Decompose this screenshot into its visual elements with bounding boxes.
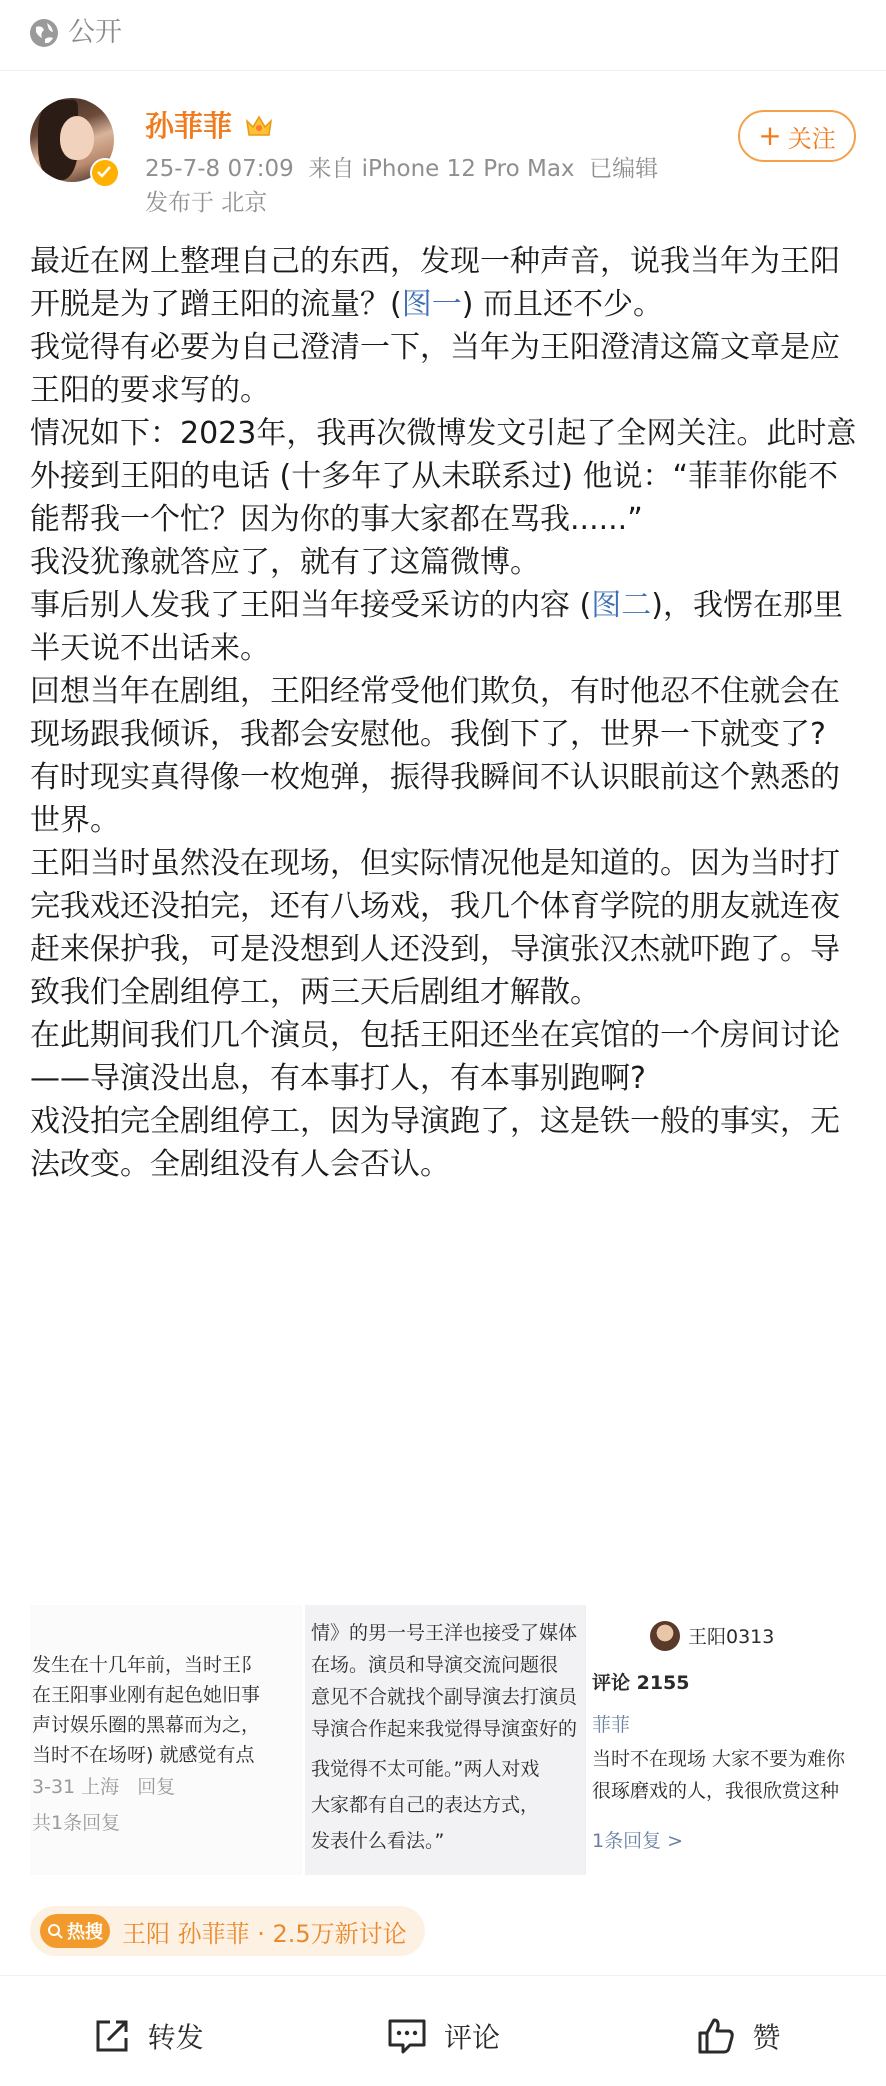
image-link-2[interactable]: 图二 — [591, 588, 652, 623]
visibility-label: 公开 — [68, 17, 122, 48]
post-paragraph: 我觉得有必要为自己澄清一下，当年为王阳澄清这篇文章是应王阳的要求写的。 — [30, 330, 840, 408]
attached-image-2[interactable]: 情》的男一号王洋也接受了媒体 在场。演员和导演交流问题很 意见不合就找个副导演去打演员 导演合作起来我觉得导演蛮好的 我觉得不太可能。”两人对戏 大家都有自己的表达方式， 发表什么看法。” — [305, 1605, 605, 1875]
search-icon — [47, 1923, 63, 1939]
follow-button[interactable] — [738, 110, 856, 162]
post-paragraph: 在此期间我们几个演员，包括王阳还坐在宾馆的一个房间讨论——导演没出息，有本事打人，有本事别跑啊? — [30, 1018, 840, 1096]
crown-icon — [244, 112, 274, 140]
hot-search-tag: 热搜 — [40, 1914, 110, 1948]
post-location: 发布于 北京 — [145, 190, 268, 216]
post-paragraph: 有时现实真得像一枚炮弹，振得我瞬间不认识眼前这个熟悉的世界。 — [30, 760, 840, 838]
author-name[interactable]: 孙菲菲 — [145, 109, 233, 143]
divider — [0, 1975, 886, 1976]
like-button[interactable]: 赞 — [591, 1986, 886, 2086]
post-paragraph: 最近在网上整理自己的东西，发现一种声音，说我当年为王阳开脱是为了蹭王阳的流量？(图一) 而且还不少。 — [30, 244, 840, 322]
edited-label[interactable]: 已编辑 — [589, 156, 659, 182]
follow-label: 关注 — [787, 124, 836, 153]
post-paragraph: 回想当年在剧组，王阳经常受他们欺负，有时他忍不住就会在现场跟我倾诉，我都会安慰他。我倒下了，世界一下就变了? — [30, 674, 840, 752]
avatar — [650, 1621, 680, 1651]
repost-button[interactable]: 转发 — [0, 1986, 295, 2086]
post-body — [30, 240, 860, 1186]
plus-icon: + — [758, 119, 782, 152]
image-link-1[interactable]: 图一 — [401, 287, 462, 322]
post-paragraph: 戏没拍完全剧组停工，因为导演跑了，这是铁一般的事实，无法改变。全剧组没有人会否认。 — [30, 1104, 840, 1182]
thumbs-up-icon — [696, 2016, 736, 2056]
post-paragraph: 情况如下：2023年，我再次微博发文引起了全网关注。此时意外接到王阳的电话 (十多年了从未联系过) 他说：“菲菲你能不能帮我一个忙？因为你的事大家都在骂我......” — [30, 416, 857, 537]
repost-icon — [92, 2016, 132, 2056]
divider — [0, 70, 886, 71]
action-bar — [0, 1986, 886, 2086]
hot-topic-text: 王阳 孙菲菲 · 2.5万新讨论 — [122, 1919, 407, 1948]
hot-topic-pill[interactable] — [30, 1906, 425, 1956]
comment-button[interactable]: 评论 — [295, 1986, 590, 2086]
attached-image-3[interactable]: 王阳0313 评论 2155 菲菲 当时不在现场 大家不要为难你 很琢磨戏的人，我很欣赏这种 1条回复 > — [585, 1605, 860, 1875]
globe-icon — [28, 17, 60, 49]
post-timestamp: 25-7-8 07:09 — [145, 156, 294, 182]
post-paragraph: 王阳当时虽然没在现场，但实际情况他是知道的。因为当时打完我戏还没拍完，还有八场戏，我几个体育学院的朋友就连夜赶来保护我，可是没想到人还没到，导演张汉杰就吓跑了。导致我们全剧组停工，两三天后剧组才解散。 — [30, 846, 840, 1010]
image-strip[interactable] — [30, 1605, 860, 1875]
post-source: 来自 iPhone 12 Pro Max — [308, 156, 575, 182]
post-paragraph: 事后别人发我了王阳当年接受采访的内容 (图二)，我愣在那里半天说不出话来。 — [30, 588, 843, 666]
attached-image-1[interactable]: 发生在十几年前，当时王阝 在王阳事业刚有起色她旧事 声讨娱乐圈的黑幕而为之， 当时不在场呀) 就感觉有点 3-31 上海 回复 共1条回复 — [30, 1605, 302, 1875]
visibility-bar — [0, 0, 886, 70]
post-paragraph: 我没犹豫就答应了，就有了这篇微博。 — [30, 545, 540, 580]
verified-badge-icon — [90, 158, 120, 188]
post-meta — [145, 154, 658, 184]
comment-icon — [386, 2016, 428, 2056]
